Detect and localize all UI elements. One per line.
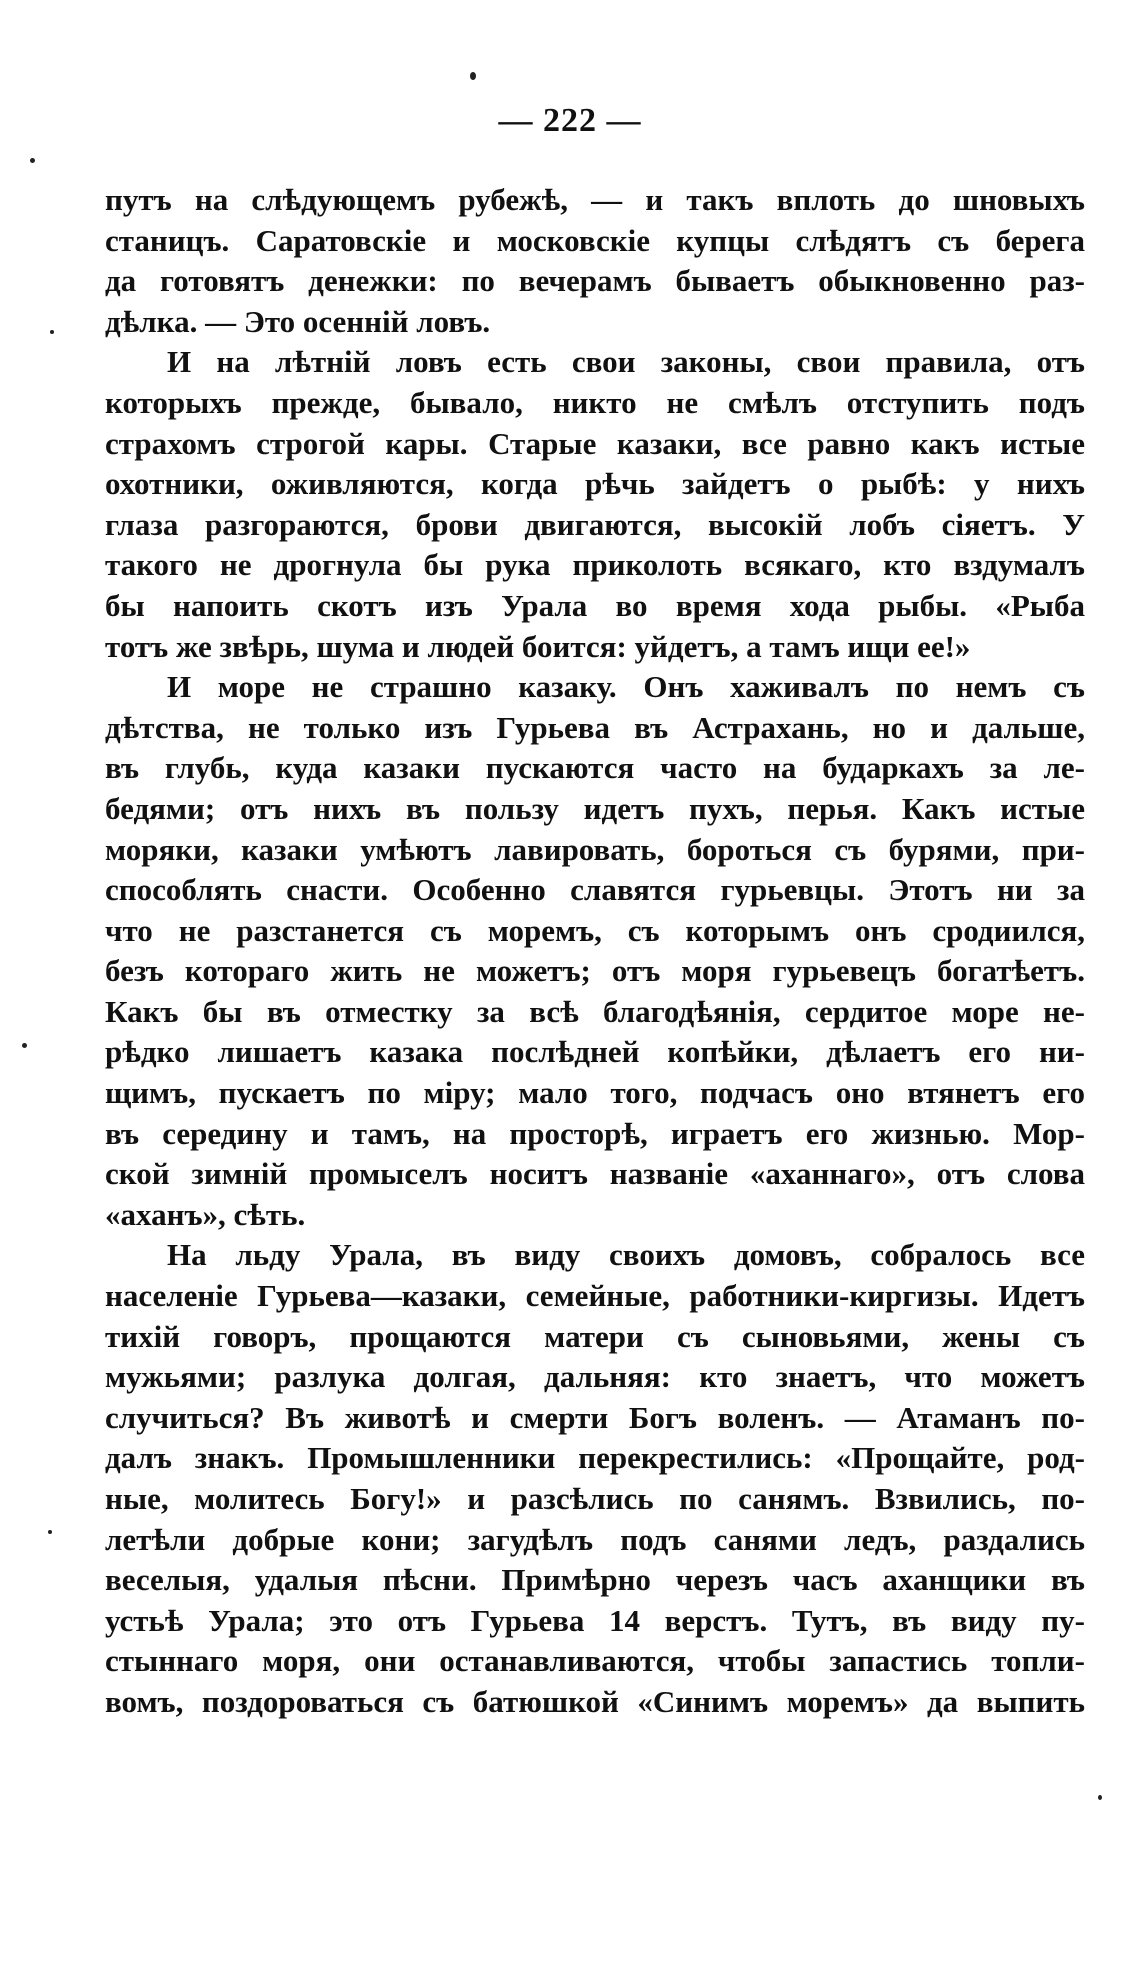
text-line: ской зимній промыселъ носитъ названіе «аханнаго», отъ слова (105, 1156, 1085, 1192)
text-line: рѣдко лишаетъ казака послѣдней копѣйки, дѣлаетъ его ни- (105, 1034, 1085, 1070)
text-line: устьѣ Урала; это отъ Гурьева 14 верстъ. Тутъ, въ виду пу- (105, 1602, 1085, 1638)
text-line: вомъ, поздороваться съ батюшкой «Синимъ моремъ» да выпить (105, 1683, 1085, 1719)
text-line: случиться? Въ животѣ и смерти Богъ воленъ. — Атаманъ по- (105, 1399, 1085, 1435)
text-line: безъ котораго жить не можетъ; отъ моря гурьевецъ богатѣетъ. (105, 953, 1085, 989)
text-line: На льду Урала, въ виду своихъ домовъ, собралось все (167, 1237, 1085, 1273)
text-line: въ глубь, куда казаки пускаются часто на бударкахъ за ле- (105, 750, 1085, 786)
text-line: дѣтства, не только изъ Гурьева въ Астрахань, но и дальше, (105, 709, 1085, 745)
scan-speck (30, 158, 35, 163)
text-line: населеніе Гурьева—казаки, семейные, работники-киргизы. Идетъ (105, 1278, 1085, 1314)
scan-speck (470, 72, 476, 80)
text-line: мужьями; разлука долгая, дальняя: кто знаетъ, что можетъ (105, 1359, 1085, 1395)
text-line: охотники, оживляются, когда рѣчь зайдетъ о рыбѣ: у нихъ (105, 466, 1085, 502)
text-line: тотъ же звѣрь, шума и людей боится: уйдетъ, а тамъ ищи ее!» (105, 628, 971, 664)
page-number: — 222 — (498, 102, 642, 139)
scan-speck (50, 330, 54, 334)
text-line: щимъ, пускаетъ по міру; мало того, подчасъ оно втянетъ его (105, 1075, 1085, 1111)
text-line: летѣли добрые кони; загудѣлъ подъ санями ледъ, раздались (105, 1521, 1085, 1557)
text-line: Какъ бы въ отместку за всѣ благодѣянія, сердитое море не- (105, 993, 1085, 1029)
text-line: страхомъ строгой кары. Старые казаки, все равно какъ истые (105, 425, 1085, 461)
scan-speck (22, 1043, 27, 1048)
text-line: тихій говоръ, прощаются матери съ сыновьями, жены съ (105, 1318, 1085, 1354)
scan-speck (1098, 1795, 1102, 1800)
text-line: дѣлка. — Это осенній ловъ. (105, 303, 491, 339)
text-line: ные, молитесь Богу!» и разсѣлись по санямъ. Взвились, по- (105, 1481, 1085, 1516)
text-line: что не разстанется съ моремъ, съ которымъ онъ сродиился, (105, 912, 1085, 948)
scan-speck (48, 1530, 52, 1534)
text-line: станицъ. Саратовскіе и московскіе купцы слѣдятъ съ берега (105, 222, 1085, 258)
text-line: глаза разгораются, брови двигаются, высокій лобъ сіяетъ. У (105, 506, 1085, 542)
text-line: далъ знакъ. Промышленники перекрестились: «Прощайте, род- (105, 1440, 1085, 1476)
text-line: бы напоить скотъ изъ Урала во время хода рыбы. «Рыба (105, 587, 1085, 623)
text-line: И на лѣтній ловъ есть свои законы, свои правила, отъ (167, 344, 1085, 380)
body-text (105, 180, 1085, 1723)
text-line: которыхъ прежде, бывало, никто не смѣлъ отступить подъ (105, 384, 1085, 420)
text-line: «аханъ», сѣть. (105, 1196, 306, 1232)
text-line: способлять снасти. Особенно славятся гурьевцы. Этотъ ни за (105, 872, 1085, 908)
text-line: бедями; отъ нихъ въ пользу идетъ пухъ, перья. Какъ истые (105, 790, 1085, 826)
text-line: такого не дрогнула бы рука приколоть всякаго, кто вздумалъ (105, 547, 1085, 583)
text-line: И море не страшно казаку. Онъ хаживалъ по немъ съ (167, 669, 1085, 705)
text-line: стыннаго моря, они останавливаются, чтобы запастись топли- (105, 1643, 1085, 1679)
text-line: моряки, казаки умѣютъ лавировать, бороться съ бурями, при- (105, 831, 1085, 867)
text-line: въ середину и тамъ, на просторѣ, играетъ его жизнью. Мор- (105, 1115, 1085, 1151)
text-line: да готовятъ денежки: по вечерамъ бываетъ обыкновенно раз- (105, 263, 1085, 299)
text-line: путъ на слѣдующемъ рубежѣ, — и такъ вплоть до шновыхъ (105, 182, 1085, 217)
text-line: веселыя, удалыя пѣсни. Примѣрно черезъ часъ аханщики въ (105, 1562, 1085, 1598)
